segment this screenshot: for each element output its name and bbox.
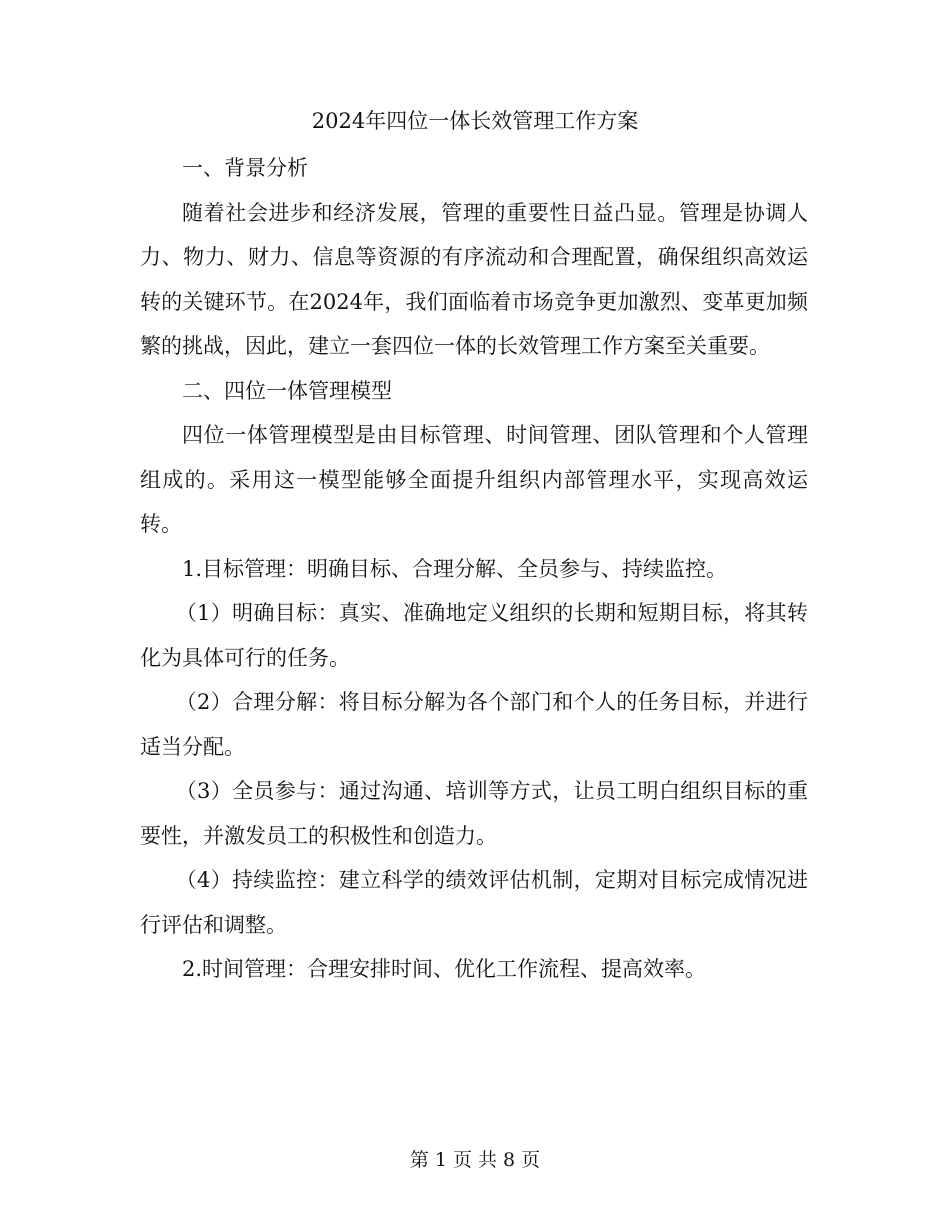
document-body bbox=[140, 146, 808, 992]
item-goal-management: 1.目标管理：明确目标、合理分解、全员参与、持续监控。 bbox=[182, 556, 728, 581]
subitem-4: （4）持续监控：建立科学的绩效评估机制，定期对目标完成情况进行评估和调整。 bbox=[140, 868, 808, 937]
subitem-3: （3）全员参与：通过沟通、培训等方式，让员工明白组织目标的重要性，并激发员工的积极性和创造力。 bbox=[140, 779, 808, 848]
paragraph-background: 随着社会进步和经济发展，管理的重要性日益凸显。管理是协调人力、物力、财力、信息等资源的有序流动和合理配置，确保组织高效运转的关键环节。在2024年，我们面临着市场竞争更加激烈、变革更加频繁的挑战，因此，建立一套四位一体的长效管理工作方案至关重要。 bbox=[140, 200, 808, 358]
section-heading-background: 一、背景分析 bbox=[182, 156, 308, 180]
section-heading-model: 二、四位一体管理模型 bbox=[182, 378, 392, 403]
subitem-1: （1）明确目标：真实、准确地定义组织的长期和短期目标，将其转化为具体可行的任务。 bbox=[140, 601, 808, 670]
page-indicator: 第 1 页 共 8 页 bbox=[409, 1149, 541, 1171]
paragraph-model: 四位一体管理模型是由目标管理、时间管理、团队管理和个人管理组成的。采用这一模型能够全面提升组织内部管理水平，实现高效运转。 bbox=[140, 423, 808, 536]
subitem-2: （2）合理分解：将目标分解为各个部门和个人的任务目标，并进行适当分配。 bbox=[140, 690, 808, 759]
item-time-management: 2.时间管理：合理安排时间、优化工作流程、提高效率。 bbox=[182, 957, 707, 981]
document-title: 2024年四位一体长效管理工作方案 bbox=[311, 109, 639, 133]
